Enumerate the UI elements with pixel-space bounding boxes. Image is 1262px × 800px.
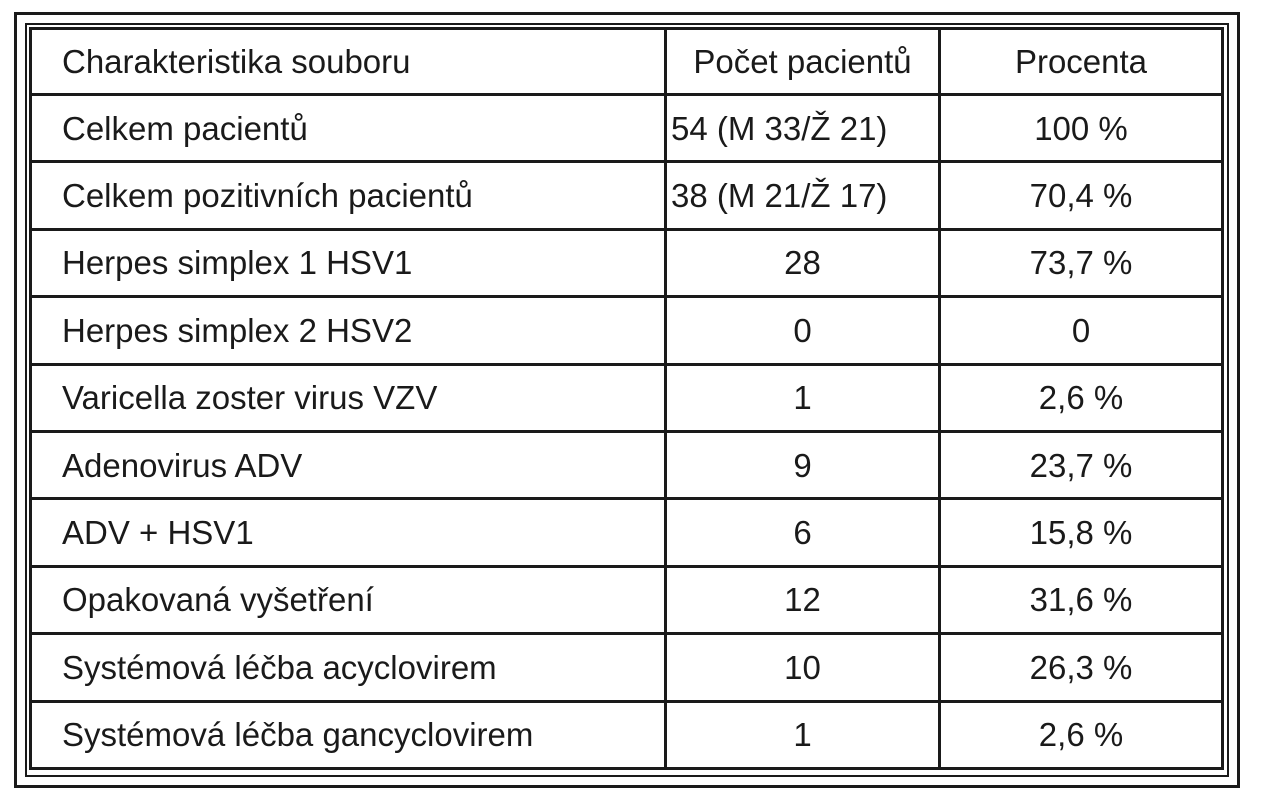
- table-row: [31, 566, 1223, 633]
- row-count: 10: [666, 634, 940, 701]
- row-percent: 2,6 %: [940, 701, 1223, 768]
- row-characteristic: ADV + HSV1: [31, 499, 666, 566]
- table-header-row: [31, 29, 1223, 95]
- table-row: [31, 634, 1223, 701]
- row-count: 12: [666, 566, 940, 633]
- table-row: [31, 297, 1223, 364]
- row-characteristic: Systémová léčba gancyclovirem: [31, 701, 666, 768]
- row-characteristic: Adenovirus ADV: [31, 431, 666, 498]
- table-row: [31, 431, 1223, 498]
- row-count: 9: [666, 431, 940, 498]
- row-count: 1: [666, 364, 940, 431]
- row-characteristic: Celkem pozitivních pacientů: [31, 162, 666, 229]
- row-characteristic: Opakovaná vyšetření: [31, 566, 666, 633]
- row-count: 1: [666, 701, 940, 768]
- row-percent: 15,8 %: [940, 499, 1223, 566]
- row-count: 28: [666, 229, 940, 296]
- header-characteristic: Charakteristika souboru: [31, 29, 666, 95]
- header-percent: Procenta: [940, 29, 1223, 95]
- row-count: 0: [666, 297, 940, 364]
- row-characteristic: Varicella zoster virus VZV: [31, 364, 666, 431]
- row-percent: 26,3 %: [940, 634, 1223, 701]
- table-row: [31, 499, 1223, 566]
- patient-characteristics-table: [29, 27, 1224, 770]
- table-row: [31, 162, 1223, 229]
- row-percent: 2,6 %: [940, 364, 1223, 431]
- table-row: [31, 95, 1223, 162]
- row-percent: 23,7 %: [940, 431, 1223, 498]
- row-percent: 31,6 %: [940, 566, 1223, 633]
- row-characteristic: Herpes simplex 1 HSV1: [31, 229, 666, 296]
- row-percent: 100 %: [940, 95, 1223, 162]
- row-percent: 70,4 %: [940, 162, 1223, 229]
- table-row: [31, 229, 1223, 296]
- table-row: [31, 701, 1223, 768]
- row-characteristic: Herpes simplex 2 HSV2: [31, 297, 666, 364]
- row-characteristic: Systémová léčba acyclovirem: [31, 634, 666, 701]
- table-row: [31, 364, 1223, 431]
- row-count: 6: [666, 499, 940, 566]
- header-count: Počet pacientů: [666, 29, 940, 95]
- row-count: 54 (M 33/Ž 21): [666, 95, 940, 162]
- row-characteristic: Celkem pacientů: [31, 95, 666, 162]
- row-count: 38 (M 21/Ž 17): [666, 162, 940, 229]
- row-percent: 73,7 %: [940, 229, 1223, 296]
- row-percent: 0: [940, 297, 1223, 364]
